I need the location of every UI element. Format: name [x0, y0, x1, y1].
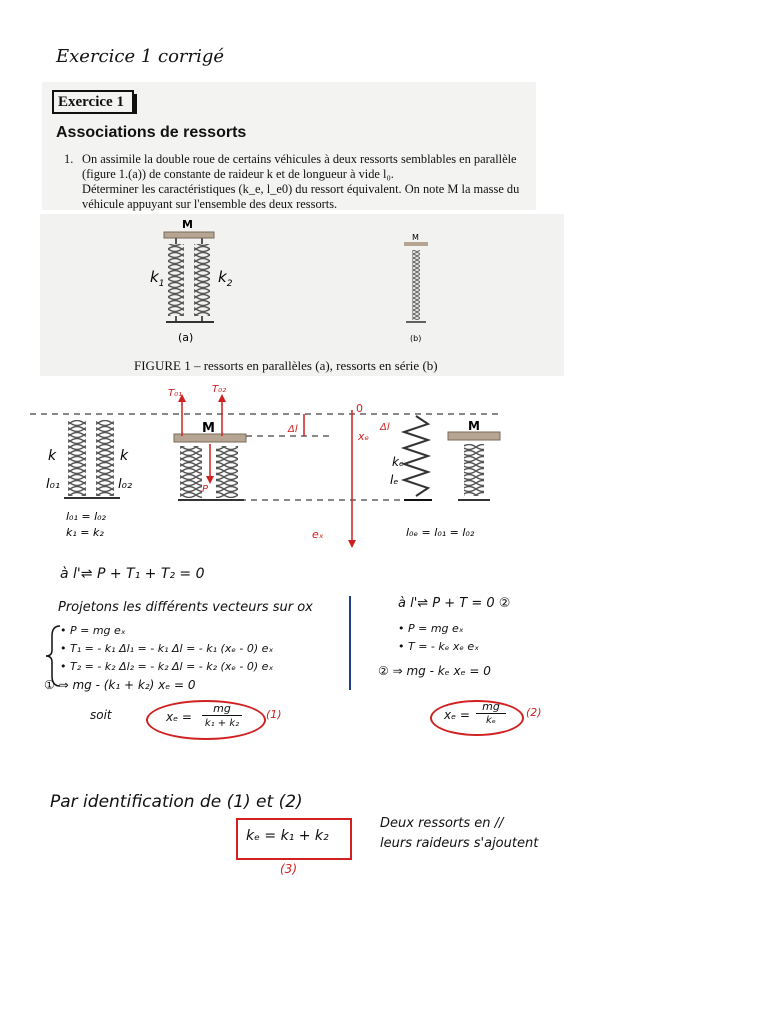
right-eq-t: • T = - kₑ xₑ eₓ [398, 640, 480, 653]
tag-3: (3) [280, 862, 297, 876]
k1-label: $k_1$ [150, 268, 165, 289]
eq-l: l₀₁ = l₀₂ [66, 510, 106, 523]
T02-label: T₀₂ [212, 384, 227, 395]
eq-t1: • T₁ = - k₁ Δl₁ = - k₁ Δl = - k₁ (xₑ - 0) eₓ [60, 642, 274, 655]
final-equation: kₑ = k₁ + k₂ [246, 828, 329, 844]
frac-right-den: kₑ [486, 715, 496, 726]
frac-left-den: k₁ + k₂ [204, 718, 240, 729]
mass-label-b: M [412, 233, 419, 242]
l01-label: l₀₁ [46, 477, 61, 492]
frac-left-num: mg [202, 702, 242, 716]
l02-label: l₀₂ [118, 477, 133, 492]
question-line: (figure 1.(a)) de constante de raideur k et de longueur à vide l₀. [82, 167, 394, 181]
exercise-label: Exercice 1 [52, 90, 134, 114]
figure-caption: FIGURE 1 – ressorts en parallèles (a), ressorts en série (b) [134, 358, 438, 373]
svg-text:M: M [468, 419, 480, 433]
question-line: On assimile la double roue de certains véhicules à deux ressorts semblables en parallèle [82, 152, 517, 166]
result-left: ① ⇒ mg - (k₁ + k₂) xₑ = 0 [44, 678, 196, 692]
identification-note: Par identification de (1) et (2) [50, 792, 303, 812]
equivalent-spring [404, 416, 428, 496]
tag-2: (2) [526, 706, 542, 719]
page-title: Exercice 1 corrigé [56, 46, 225, 67]
question-line: Déterminer les caractéristiques (k_e, l_e0) du ressort équivalent. On note M la masse du [82, 182, 520, 196]
eq-le: l₀ₑ = l₀₁ = l₀₂ [406, 526, 475, 539]
origin-label: 0 [356, 402, 363, 415]
eq-t2: • T₂ = - k₂ Δl₂ = - k₂ Δl = - k₂ (xₑ - 0) eₓ [60, 660, 274, 673]
svg-text:M: M [202, 421, 215, 436]
xe-label: xₑ [358, 430, 370, 443]
frac-right-num: mg [476, 700, 506, 714]
k2-label: $k_2$ [218, 268, 233, 289]
T01-label: T₀₁ [168, 388, 183, 399]
eq-p: • P = mg eₓ [60, 624, 126, 637]
eq-k: k₁ = k₂ [66, 526, 104, 539]
P-label: P [202, 484, 209, 495]
le-label: lₑ [390, 473, 399, 487]
result-right: ② ⇒ mg - kₑ xₑ = 0 [378, 664, 491, 678]
dl-label: Δl [288, 424, 298, 435]
projection-note: Projetons les différents vecteurs sur ox [58, 600, 313, 615]
svg-text:Δl: Δl [380, 422, 390, 433]
equilibrium-left: à l'⇌ P + T₁ + T₂ = 0 [60, 566, 205, 582]
question-number: 1. [64, 152, 74, 166]
ex-label: eₓ [312, 528, 324, 541]
frac-left-lhs: xₑ = [166, 710, 192, 724]
tag-1: (1) [266, 708, 282, 721]
k1-hand: k [48, 448, 57, 464]
mass-label: M [182, 218, 193, 231]
conclusion-line-2: leurs raideurs s'ajoutent [380, 836, 539, 851]
frac-right-lhs: xₑ = [444, 708, 470, 722]
label-b: (b) [410, 334, 422, 343]
k2-hand: k [120, 448, 129, 464]
conclusion-line-1: Deux ressorts en // [380, 816, 504, 831]
question-line: véhicule appuyant sur l'ensemble des deux ressorts. [82, 197, 338, 211]
ke-label: kₑ [392, 455, 404, 469]
exercise-heading: Associations de ressorts [56, 124, 247, 141]
equilibrium-right: à l'⇌ P + T = 0 ② [398, 596, 511, 611]
right-eq-p: • P = mg eₓ [398, 622, 464, 635]
label-a: (a) [178, 331, 194, 344]
soit-label: soit [90, 708, 112, 722]
